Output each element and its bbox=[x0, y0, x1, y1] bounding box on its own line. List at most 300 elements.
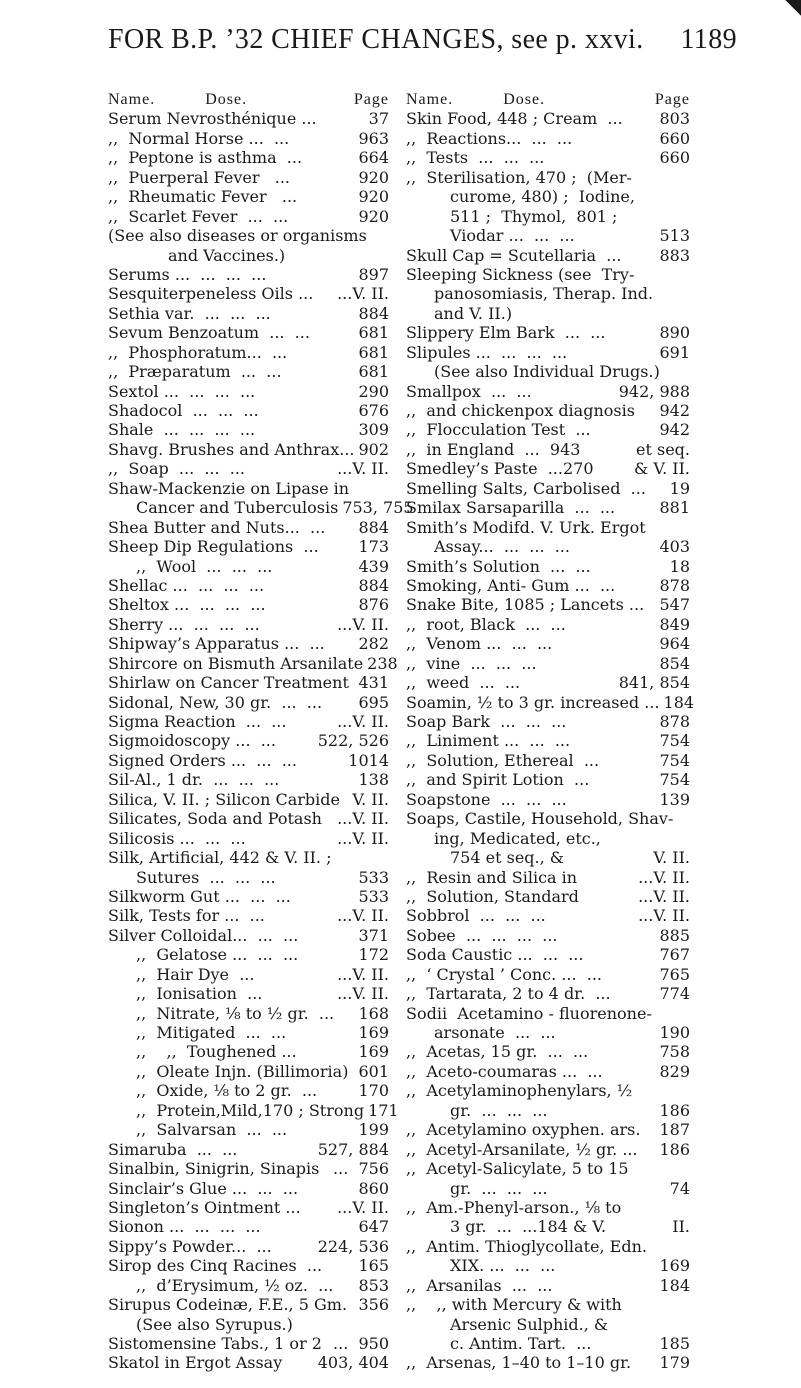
index-entry bbox=[108, 1256, 389, 1275]
entry-text: curome, 480) ; Iodine, bbox=[450, 187, 635, 207]
index-entry bbox=[108, 401, 389, 420]
entry-page-ref: 681 bbox=[354, 323, 389, 342]
entry-text: Name. Dose. bbox=[108, 91, 248, 108]
index-entry bbox=[108, 1140, 389, 1159]
index-entry bbox=[406, 634, 690, 653]
entry-text: panosomiasis, Therap. Ind. bbox=[434, 284, 654, 304]
index-entry bbox=[406, 1004, 690, 1023]
index-entry bbox=[108, 1004, 389, 1023]
entry-page-ref: 168 bbox=[354, 1004, 389, 1023]
entry-page-ref: 884 bbox=[354, 576, 389, 595]
index-entry bbox=[406, 362, 690, 381]
entry-text: ,, Acetyl-Arsanilate, ½ gr. ... bbox=[406, 1139, 638, 1159]
entry-page-ref: 238 bbox=[363, 654, 398, 673]
index-entry bbox=[406, 731, 690, 750]
entry-text: ,, Mitigated ... ... bbox=[136, 1023, 287, 1042]
index-entry bbox=[406, 906, 690, 925]
index-entry bbox=[108, 887, 389, 906]
entry-text: Sil-Al., 1 dr. ... ... ... bbox=[108, 770, 280, 790]
entry-text: 754 et seq., & bbox=[450, 848, 565, 868]
entry-page-ref: 841, 854 bbox=[615, 673, 690, 692]
entry-page-ref: 186 bbox=[655, 1140, 690, 1159]
entry-text: ,, Gelatose ... ... ... bbox=[136, 945, 299, 965]
index-entry bbox=[108, 984, 389, 1003]
entry-page-ref: 765 bbox=[655, 965, 690, 984]
entry-text: Silk, Tests for ... ... bbox=[108, 906, 265, 926]
index-entry bbox=[108, 868, 389, 887]
entry-page-ref: 187 bbox=[655, 1120, 690, 1139]
entry-text: Sirop des Cinq Racines ... bbox=[108, 1256, 323, 1276]
index-entry bbox=[108, 1159, 389, 1178]
entry-text: Sobee ... ... ... ... bbox=[406, 925, 558, 945]
index-entry bbox=[406, 770, 690, 789]
entry-page-ref: 860 bbox=[354, 1179, 389, 1198]
index-entry bbox=[108, 518, 389, 537]
entry-text: Soap Bark ... ... ... bbox=[406, 712, 567, 731]
entry-text: Skin Food, 448 ; Cream ... bbox=[406, 109, 623, 129]
entry-page-ref: 890 bbox=[655, 323, 690, 342]
index-entry bbox=[406, 1276, 690, 1295]
entry-text: Soaps, Castile, Household, Shav- bbox=[406, 809, 674, 829]
entry-text: ,, Antim. Thioglycollate, Edn. bbox=[406, 1236, 647, 1256]
entry-page-ref: 681 bbox=[354, 343, 389, 362]
index-entry bbox=[406, 809, 690, 828]
index-entry bbox=[406, 1023, 690, 1042]
entry-page-ref: 169 bbox=[354, 1023, 389, 1042]
index-entry bbox=[108, 615, 389, 634]
entry-text: ,, vine ... ... ... bbox=[406, 653, 537, 673]
entry-text: Shadocol ... ... ... bbox=[108, 401, 259, 420]
entry-text: Silver Colloidal... ... ... bbox=[108, 925, 299, 945]
entry-text: ,, Oxide, ⅛ to 2 gr. ... bbox=[136, 1081, 318, 1101]
entry-page-ref: 18 bbox=[666, 557, 690, 576]
index-entry bbox=[406, 848, 690, 867]
entry-text: Sigmoidoscopy ... ... bbox=[108, 731, 276, 751]
index-entry bbox=[406, 343, 690, 362]
index-entry bbox=[406, 692, 695, 712]
entry-text: Shircore on Bismuth Arsanilate bbox=[108, 653, 364, 673]
entry-page-ref: ... 756 bbox=[329, 1159, 389, 1178]
entry-page-ref: 173 bbox=[354, 537, 389, 556]
entry-page-ref: V. II. bbox=[649, 848, 690, 867]
index-entry bbox=[406, 1101, 690, 1120]
running-header bbox=[0, 24, 801, 74]
entry-page-ref: 439 bbox=[354, 557, 389, 576]
entry-text: Name. Dose. bbox=[406, 91, 546, 108]
entry-text: Shipway’s Apparatus ... ... bbox=[108, 634, 325, 654]
entry-page-ref: ...V. II. bbox=[333, 809, 389, 828]
index-entry bbox=[406, 654, 690, 673]
entry-page-ref: ...V. II. bbox=[333, 984, 389, 1003]
entry-page-ref: 547 bbox=[655, 595, 690, 614]
entry-text: (See also Individual Drugs.) bbox=[434, 362, 660, 382]
entry-text: ,, Normal Horse ... ... bbox=[108, 128, 290, 148]
entry-text: ,, and chickenpox diagnosis bbox=[406, 401, 635, 420]
index-entry bbox=[406, 926, 690, 945]
entry-text: ,, Arsenas, 1–40 to 1–10 gr. bbox=[406, 1353, 632, 1373]
entry-page-ref: 403 bbox=[655, 537, 690, 556]
index-entry bbox=[406, 829, 690, 848]
entry-page-ref: 884 bbox=[354, 518, 389, 537]
index-entry bbox=[406, 1120, 690, 1139]
entry-text: Sevum Benzoatum ... ... bbox=[108, 323, 310, 343]
entry-text: gr. ... ... ... bbox=[450, 1100, 548, 1120]
entry-page-ref: 920 bbox=[354, 207, 389, 226]
entry-text: Signed Orders ... ... ... bbox=[108, 750, 297, 770]
index-entry bbox=[108, 557, 389, 576]
entry-page-ref: 139 bbox=[655, 790, 690, 809]
entry-page-ref: 942, 988 bbox=[615, 382, 690, 401]
entry-text: Sidonal, New, 30 gr. ... ... bbox=[108, 692, 323, 712]
entry-text: Sherry ... ... ... ... bbox=[108, 614, 260, 634]
entry-text: Sinalbin, Sinigrin, Sinapis bbox=[108, 1159, 320, 1179]
entry-text: Shale ... ... ... ... bbox=[108, 420, 256, 440]
entry-page-ref: 533 bbox=[354, 887, 389, 906]
entry-text: 511 ; Thymol, 801 ; bbox=[450, 206, 618, 226]
entry-page-ref: 691 bbox=[655, 343, 690, 362]
index-entry bbox=[406, 1256, 690, 1275]
entry-page-ref: 371 bbox=[354, 926, 389, 945]
index-entry bbox=[406, 440, 690, 459]
index-entry bbox=[406, 187, 690, 206]
entry-text: Serum Nevrosthénique ... bbox=[108, 109, 317, 129]
index-entry bbox=[108, 265, 389, 284]
entry-page-ref: 849 bbox=[655, 615, 690, 634]
index-entry bbox=[108, 1042, 389, 1061]
entry-page-ref: 169 bbox=[655, 1256, 690, 1275]
entry-page-ref: 309 bbox=[354, 420, 389, 439]
entry-text: ,, Ionisation ... bbox=[136, 984, 263, 1004]
entry-text: ,, Am.-Phenyl-arson., ⅛ to bbox=[406, 1197, 622, 1217]
entry-text: ,, Solution, Ethereal ... bbox=[406, 750, 600, 770]
index-entry bbox=[108, 362, 389, 381]
entry-text: gr. ... ... ... bbox=[450, 1178, 548, 1198]
index-entry bbox=[108, 382, 389, 401]
entry-page-ref: 19 bbox=[666, 479, 690, 498]
entry-text: ,, ,, Toughened ... bbox=[136, 1042, 297, 1062]
entry-text: Arsenic Sulphid., & bbox=[450, 1314, 609, 1334]
entry-page-ref: 767 bbox=[655, 945, 690, 964]
entry-page-ref: 829 bbox=[655, 1062, 690, 1081]
entry-text: ,, Protein,Mild,170 ; Strong bbox=[136, 1100, 365, 1120]
entry-page-ref: 878 bbox=[655, 712, 690, 731]
entry-text: ,, Peptone is asthma ... bbox=[108, 148, 303, 168]
entry-page-ref: II. bbox=[668, 1217, 690, 1236]
index-entry bbox=[406, 420, 690, 439]
index-entry bbox=[108, 848, 389, 867]
entry-page-ref: ... 950 bbox=[329, 1334, 389, 1353]
entry-page-ref: ...V. II. bbox=[634, 868, 690, 887]
index-entry bbox=[406, 751, 690, 770]
entry-page-ref: 803 bbox=[655, 109, 690, 128]
column-header bbox=[406, 90, 690, 109]
entry-page-ref: 356 bbox=[354, 1295, 389, 1314]
entry-page-ref: 184 bbox=[655, 1276, 690, 1295]
entry-page-ref: 224, 536 bbox=[314, 1237, 389, 1256]
entry-page-ref: 660 bbox=[655, 148, 690, 167]
index-entry bbox=[406, 1315, 690, 1334]
index-entry bbox=[406, 595, 690, 614]
entry-text: ,, root, Black ... ... bbox=[406, 614, 566, 634]
entry-page-ref: ...V. II. bbox=[634, 906, 690, 925]
index-entry bbox=[108, 420, 389, 439]
index-entry bbox=[406, 1042, 690, 1061]
index-entry bbox=[108, 343, 389, 362]
index-entry bbox=[108, 790, 389, 809]
page-corner-mark bbox=[785, 0, 801, 16]
entry-text: c. Antim. Tart. ... bbox=[450, 1334, 592, 1353]
index-entry bbox=[406, 168, 690, 187]
entry-page-ref: 647 bbox=[354, 1217, 389, 1236]
index-entry bbox=[108, 304, 389, 323]
entry-text: Skull Cap = Scutellaria ... bbox=[406, 245, 622, 265]
index-entry bbox=[406, 984, 690, 1003]
entry-text: Silkworm Gut ... ... ... bbox=[108, 886, 291, 906]
entry-page-ref: 403, 404 bbox=[314, 1353, 389, 1372]
entry-text: ,, Flocculation Test ... bbox=[406, 420, 591, 440]
index-entry bbox=[108, 1120, 389, 1139]
entry-text: Shea Butter and Nuts... ... bbox=[108, 517, 326, 537]
index-entry bbox=[108, 770, 389, 789]
entry-page-ref: 522, 526 bbox=[314, 731, 389, 750]
index-entry bbox=[406, 129, 690, 148]
entry-page-ref: Page bbox=[651, 90, 690, 109]
entry-page-ref: ...V. II. bbox=[333, 965, 389, 984]
entry-text: ,, Oleate Injn. (Billimoria) bbox=[136, 1061, 349, 1081]
index-entry bbox=[108, 751, 389, 770]
entry-text: Assay... ... ... ... bbox=[434, 537, 570, 557]
entry-text: Sinclair’s Glue ... ... ... bbox=[108, 1178, 299, 1198]
entry-page-ref: & V. II. bbox=[630, 459, 690, 478]
entry-text: Sirupus Codeinæ, F.E., 5 Gm. bbox=[108, 1295, 348, 1315]
entry-page-ref: 527, 884 bbox=[314, 1140, 389, 1159]
entry-text: Serums ... ... ... ... bbox=[108, 264, 267, 284]
entry-page-ref: et seq. bbox=[632, 440, 690, 459]
index-entry bbox=[108, 148, 389, 167]
entry-page-ref: 885 bbox=[655, 926, 690, 945]
index-entry bbox=[406, 498, 690, 517]
index-entry bbox=[108, 459, 389, 478]
entry-text: ,, Soap ... ... ... bbox=[108, 459, 246, 479]
index-entry bbox=[108, 498, 414, 518]
index-entry bbox=[406, 207, 690, 226]
index-entry bbox=[108, 595, 389, 614]
index-entry bbox=[108, 207, 389, 226]
entry-text: ,, Phosphoratum... ... bbox=[108, 342, 288, 362]
entry-text: ,, Salvarsan ... ... bbox=[136, 1120, 288, 1140]
entry-text: Viodar ... ... ... bbox=[450, 226, 575, 246]
index-entry bbox=[108, 1315, 389, 1334]
index-entry bbox=[406, 323, 690, 342]
index-entry bbox=[406, 1237, 690, 1256]
entry-text: ,, Acetylaminophenylars, ½ bbox=[406, 1081, 633, 1101]
index-entry bbox=[406, 284, 690, 303]
index-entry bbox=[108, 537, 389, 556]
entry-page-ref: ...V. II. bbox=[333, 615, 389, 634]
index-entry bbox=[108, 246, 389, 265]
entry-page-ref: 758 bbox=[655, 1042, 690, 1061]
entry-page-ref: 190 bbox=[655, 1023, 690, 1042]
entry-text: Cancer and Tuberculosis bbox=[136, 498, 339, 518]
index-entry bbox=[406, 576, 690, 595]
index-entry bbox=[406, 226, 690, 245]
entry-page-ref: 199 bbox=[354, 1120, 389, 1139]
entry-text: Silicosis ... ... ... bbox=[108, 828, 246, 848]
entry-page-ref: 920 bbox=[354, 187, 389, 206]
entry-text: Sippy’s Powder... ... bbox=[108, 1236, 272, 1256]
entry-page-ref: 753, 755 bbox=[338, 498, 413, 517]
entry-text: Simaruba ... ... bbox=[108, 1139, 238, 1159]
entry-text: ,, d’Erysimum, ½ oz. ... bbox=[136, 1275, 334, 1295]
entry-text: Sesquiterpeneless Oils ... bbox=[108, 284, 314, 304]
entry-text: ,, Sterilisation, 470 ; (Mer- bbox=[406, 167, 632, 187]
entry-text: ,, Acetas, 15 gr. ... ... bbox=[406, 1042, 589, 1062]
index-entry bbox=[108, 109, 389, 128]
entry-page-ref: 172 bbox=[354, 945, 389, 964]
entry-text: ,, Acetylamino oxyphen. ars. bbox=[406, 1120, 641, 1140]
index-entry bbox=[108, 284, 389, 303]
entry-text: ,, Puerperal Fever ... bbox=[108, 167, 290, 187]
entry-page-ref: 774 bbox=[655, 984, 690, 1003]
column-header bbox=[108, 90, 389, 109]
entry-text: Shirlaw on Cancer Treatment bbox=[108, 673, 349, 693]
index-entry bbox=[108, 1198, 389, 1217]
entry-text: Sheltox ... ... ... ... bbox=[108, 595, 266, 615]
index-entry bbox=[108, 440, 389, 459]
entry-text: Sextol ... ... ... ... bbox=[108, 381, 256, 401]
entry-text: ,, Liniment ... ... ... bbox=[406, 731, 571, 751]
entry-page-ref: 186 bbox=[655, 1101, 690, 1120]
entry-text: 3 gr. ... ...184 & V. bbox=[450, 1217, 607, 1237]
entry-page-ref: 179 bbox=[655, 1353, 690, 1372]
entry-page-ref: 964 bbox=[655, 634, 690, 653]
entry-page-ref: 185 bbox=[655, 1334, 690, 1353]
entry-text: ,, in England ... 943 bbox=[406, 439, 581, 459]
index-entry bbox=[406, 965, 690, 984]
index-entry bbox=[406, 382, 690, 401]
entry-text: Shavg. Brushes and Anthrax... bbox=[108, 439, 355, 459]
index-entry bbox=[108, 1023, 389, 1042]
index-entry bbox=[406, 1353, 690, 1372]
entry-text: ing, Medicated, etc., bbox=[434, 828, 601, 848]
entry-text: ,, Tests ... ... ... bbox=[406, 148, 545, 168]
index-entry bbox=[108, 1062, 389, 1081]
entry-text: ,, and Spirit Lotion ... bbox=[406, 770, 590, 790]
entry-text: Sigma Reaction ... ... bbox=[108, 712, 287, 731]
entry-text: Silicates, Soda and Potash bbox=[108, 809, 322, 829]
entry-text: ,, Arsanilas ... ... bbox=[406, 1275, 553, 1295]
entry-text: arsonate ... ... bbox=[434, 1023, 556, 1042]
entry-text: ,, ,, with Mercury & with bbox=[406, 1295, 622, 1315]
entry-text: ,, Solution, Standard bbox=[406, 886, 579, 906]
entry-page-ref: ...V. II. bbox=[333, 906, 389, 925]
index-entry bbox=[406, 304, 690, 323]
entry-page-ref: 942 bbox=[655, 420, 690, 439]
entry-text: ,, Aceto-coumaras ... ... bbox=[406, 1061, 603, 1081]
header-text: FOR B.P. ’32 CHIEF CHANGES, see p. xxvi. bbox=[108, 24, 644, 55]
index-entry bbox=[406, 459, 690, 478]
entry-text: and V. II.) bbox=[434, 303, 513, 323]
entry-text: ,, ‘ Crystal ’ Conc. ... ... bbox=[406, 964, 602, 984]
index-entry bbox=[406, 479, 690, 498]
entry-page-ref: 902 bbox=[354, 440, 389, 459]
entry-text: Sleeping Sickness (see Try- bbox=[406, 264, 635, 284]
index-entry bbox=[108, 906, 389, 925]
index-entry bbox=[108, 634, 389, 653]
entry-page-ref: 878 bbox=[655, 576, 690, 595]
index-entry bbox=[108, 1081, 389, 1100]
entry-text: ,, Nitrate, ⅛ to ½ gr. ... bbox=[136, 1003, 335, 1023]
entry-text: Sistomensine Tabs., 1 or 2 bbox=[108, 1334, 322, 1353]
index-entry bbox=[406, 790, 690, 809]
entry-text: ,, Hair Dye ... bbox=[136, 964, 255, 984]
entry-text: and Vaccines.) bbox=[168, 245, 286, 265]
entry-text: Smoking, Anti- Gum ... ... bbox=[406, 575, 616, 595]
entry-page-ref: 754 bbox=[655, 731, 690, 750]
entry-text: Smilax Sarsaparilla ... ... bbox=[406, 498, 616, 518]
entry-page-ref: 664 bbox=[354, 148, 389, 167]
index-entry bbox=[108, 965, 389, 984]
index-entry bbox=[406, 1198, 690, 1217]
index-entry bbox=[406, 868, 690, 887]
index-entry bbox=[406, 673, 690, 692]
index-entry bbox=[108, 1179, 389, 1198]
entry-page-ref: ...V. II. bbox=[333, 284, 389, 303]
entry-page-ref: 754 bbox=[655, 751, 690, 770]
index-entry bbox=[108, 1100, 399, 1120]
entry-text: Silk, Artificial, 442 & V. II. ; bbox=[108, 848, 332, 868]
entry-text: Skatol in Ergot Assay bbox=[108, 1353, 283, 1373]
index-entry bbox=[108, 731, 389, 750]
entry-text: ,, Venom ... ... ... bbox=[406, 634, 553, 654]
entry-page-ref: 170 bbox=[354, 1081, 389, 1100]
entry-text: ,, weed ... ... bbox=[406, 673, 521, 693]
entry-text: Sionon ... ... ... ... bbox=[108, 1217, 261, 1237]
entry-text: Smedley’s Paste ...270 bbox=[406, 459, 594, 479]
entry-text: Shaw-Mackenzie on Lipase in bbox=[108, 478, 350, 498]
entry-page-ref: 513 bbox=[655, 226, 690, 245]
entry-page-ref: 876 bbox=[354, 595, 389, 614]
entry-text: ,, Scarlet Fever ... ... bbox=[108, 206, 289, 226]
entry-text: Smith’s Modifd. V. Urk. Ergot bbox=[406, 517, 646, 537]
index-entry bbox=[108, 323, 389, 342]
entry-page-ref: 184 bbox=[660, 693, 695, 712]
entry-text: Sobbrol ... ... ... bbox=[406, 906, 546, 926]
entry-page-ref: 165 bbox=[354, 1256, 389, 1275]
index-entry bbox=[406, 1159, 690, 1178]
entry-page-ref: 881 bbox=[655, 498, 690, 517]
index-entry bbox=[406, 945, 690, 964]
index-entry bbox=[406, 148, 690, 167]
entry-text: Sutures ... ... ... bbox=[136, 867, 276, 887]
entry-text: ,, Resin and Silica in bbox=[406, 867, 578, 887]
entry-text: XIX. ... ... ... bbox=[450, 1256, 556, 1276]
entry-page-ref: 695 bbox=[354, 693, 389, 712]
entry-page-ref: 37 bbox=[365, 109, 389, 128]
entry-page-ref: 282 bbox=[354, 634, 389, 653]
entry-text: Smelling Salts, Carbolised ... bbox=[406, 478, 646, 498]
entry-text: ,, Wool ... ... ... bbox=[136, 556, 273, 576]
index-entry bbox=[108, 479, 389, 498]
entry-text: ,, Acetyl-Salicylate, 5 to 15 bbox=[406, 1159, 629, 1179]
index-entry bbox=[108, 1295, 389, 1314]
index-entry bbox=[108, 1353, 389, 1372]
entry-text: (See also Syrupus.) bbox=[136, 1314, 293, 1334]
entry-page-ref: 171 bbox=[364, 1101, 399, 1120]
entry-text: (See also diseases or organisms bbox=[108, 226, 367, 246]
index-entry bbox=[108, 1334, 389, 1353]
entry-page-ref: 601 bbox=[354, 1062, 389, 1081]
